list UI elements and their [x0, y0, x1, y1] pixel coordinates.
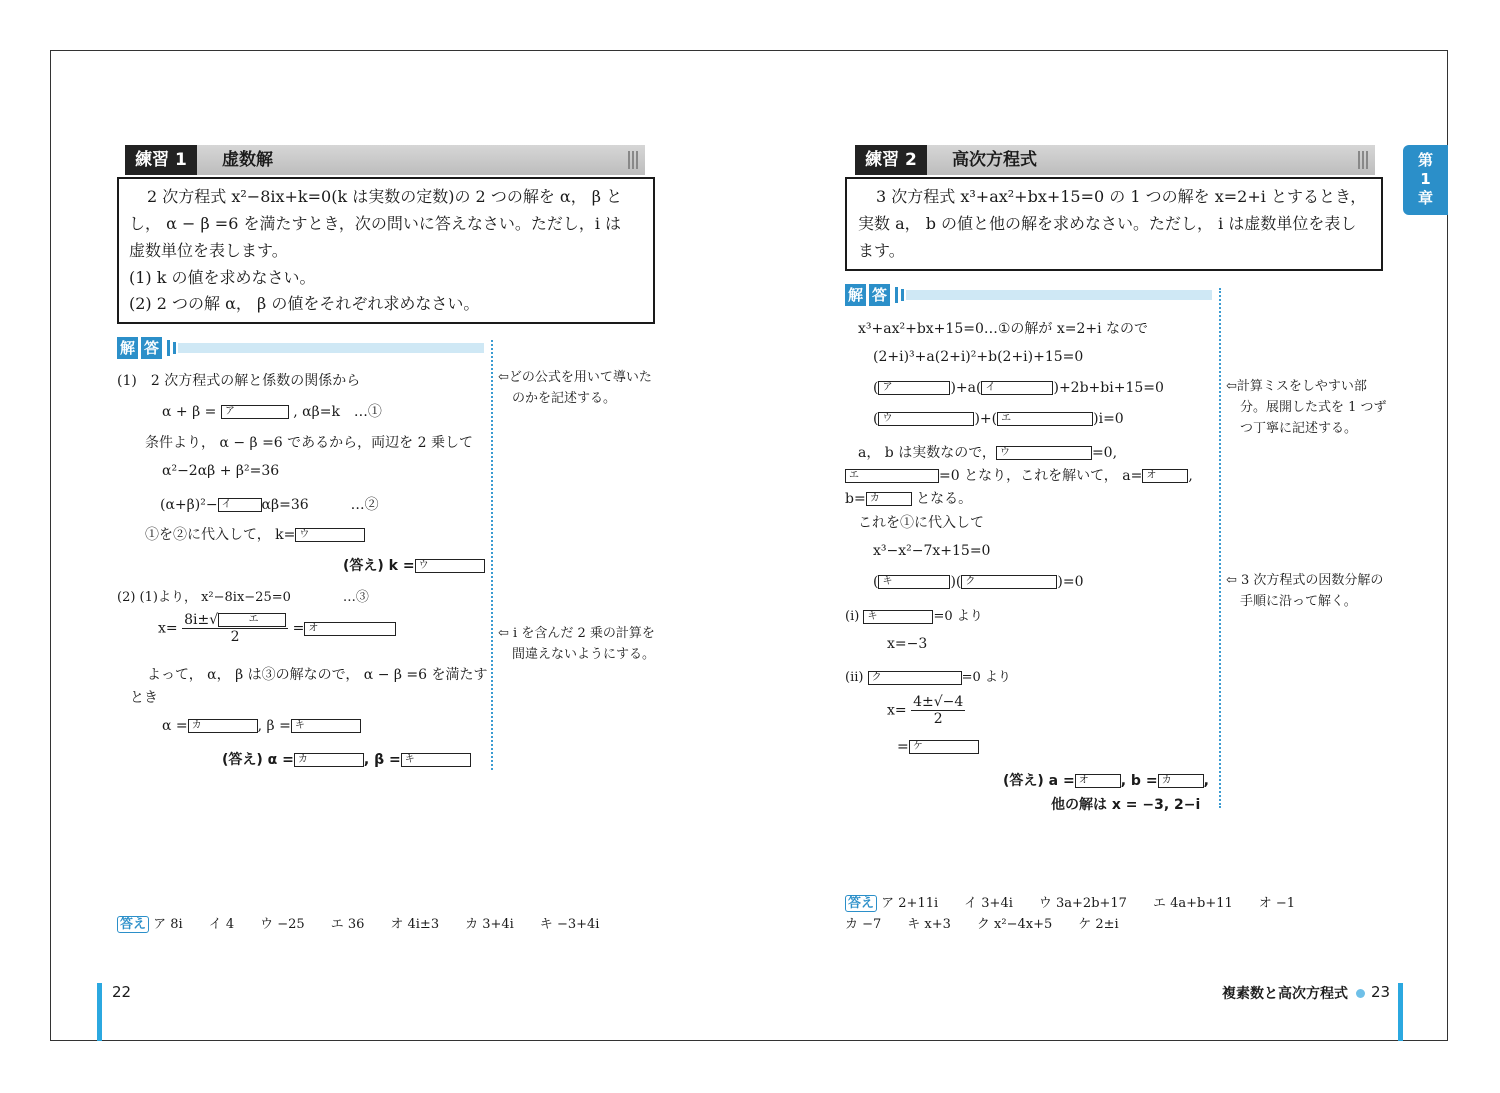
- divider-line: [1219, 288, 1221, 808]
- exercise-tag: 練習 1: [125, 145, 197, 175]
- problem-line: 虚数単位を表します。: [129, 241, 288, 260]
- blank-ku: ク: [961, 575, 1057, 589]
- side-note: ⇦計算ミスをしやすい部 分。展開した式を 1 つず つ丁寧に記述する。: [1226, 379, 1387, 436]
- solution-line: (α+β)²− イ αβ=36 …②: [160, 497, 379, 513]
- answer-line: (答え) k = ウ: [343, 555, 485, 575]
- exercise-tag: 練習 2: [855, 145, 927, 175]
- blank-e: エ: [997, 412, 1093, 426]
- solution-line: 条件より， α − β =6 であるから，両辺を 2 乗して: [145, 435, 473, 451]
- side-note: ⇦どの公式を用いて導いた のかを記述する。: [498, 370, 652, 406]
- blank-ki: キ: [401, 753, 471, 767]
- solution-line: α²−2αβ + β²=36: [162, 463, 280, 479]
- solution-marker: [173, 342, 176, 354]
- divider-line: [491, 340, 493, 770]
- blank-ku: ク: [868, 671, 962, 685]
- answer-key: 答え ア 2+11i イ 3+4i ウ 3a+2b+17 エ 4a+b+11 オ −1: [845, 892, 1295, 911]
- blank-ke: ケ: [909, 740, 979, 754]
- solution-line: = ケ: [897, 739, 979, 755]
- blank-u: ウ: [878, 412, 974, 426]
- page-number: 22: [112, 983, 132, 1001]
- chapter-tab[interactable]: 第 1 章: [1403, 145, 1448, 215]
- blank-ki: キ: [878, 575, 950, 589]
- solution-marker: [167, 340, 170, 356]
- exercise-title: 虚数解: [222, 150, 273, 170]
- solution-line: x= $\frac{4\pm√-4}{2}$: [887, 694, 964, 727]
- blank-i: イ: [981, 381, 1053, 395]
- problem-line: 3 次方程式 x³+ax²+bx+15=0 の 1 つの解を x=2+i とするとき，: [876, 187, 1367, 206]
- blank-ka: カ: [866, 492, 912, 506]
- page-bar: [97, 983, 102, 1041]
- answer-key-tag: 答え: [117, 916, 149, 933]
- solution-line: α = カ , β = キ: [162, 718, 361, 734]
- blank-ki: キ: [291, 719, 361, 733]
- problem-line: し， α − β =6 を満たすとき，次の問いに答えなさい。ただし，i は: [129, 214, 622, 233]
- solution-line: ( キ )( ク )=0: [873, 574, 1084, 590]
- answer-line: 他の解は x = −3, 2−i: [1051, 797, 1201, 813]
- solution-label-2: 答: [141, 337, 162, 359]
- blank-o: オ: [1142, 469, 1188, 483]
- solution-line: (1) 2 次方程式の解と係数の関係から: [117, 373, 361, 389]
- solution-line: エ =0 となり，これを解いて， a= オ ,: [845, 465, 1193, 485]
- bullet-icon: [1356, 989, 1365, 998]
- solution-line: (ⅰ) キ =0 より: [845, 609, 983, 624]
- footer-title: 複素数と高次方程式: [1222, 983, 1368, 1003]
- solution-line: (2) (1)より， x²−8ix−25=0 …③: [117, 590, 369, 605]
- blank-ka: カ: [188, 719, 258, 733]
- solution-line: ①を②に代入して， k= ウ: [145, 524, 365, 544]
- blank-ka: カ: [294, 753, 364, 767]
- blank-u: ウ: [415, 559, 485, 573]
- blank-u: ウ: [996, 446, 1092, 460]
- solution-line: (ⅱ) ク =0 より: [845, 670, 1011, 685]
- solution-line: a， b は実数なので， ウ =0,: [858, 445, 1118, 461]
- problem-line: (2) 2 つの解 α， β の値をそれぞれ求めなさい。: [129, 294, 480, 313]
- page-bar: [1398, 983, 1403, 1041]
- solution-line: よって， α， β は③の解なので， α − β =6 を満たす: [147, 667, 488, 683]
- solution-line: x=−3: [887, 636, 928, 652]
- solution-marker: [901, 289, 904, 301]
- blank-a: ア: [221, 405, 289, 419]
- solution-line: α + β = ア , αβ=k …①: [162, 404, 382, 420]
- solution-line: x³−x²−7x+15=0: [873, 543, 991, 559]
- side-note: ⇦ i を含んだ 2 乗の計算を 間違えないようにする。: [498, 626, 656, 662]
- blank-a: ア: [878, 381, 950, 395]
- solution-label-1: 解: [117, 337, 138, 359]
- solution-bar: [906, 290, 1212, 300]
- answer-line: (答え) a = オ , b = カ ,: [1003, 773, 1209, 789]
- solution-line: これを①に代入して: [858, 515, 984, 531]
- answer-key: 答え ア 8i イ 4 ウ −25 エ 36 オ 4i±3 カ 3+4i キ −3+4i: [117, 913, 599, 932]
- exercise-title: 高次方程式: [952, 150, 1037, 170]
- grip-icon: [1358, 151, 1370, 169]
- blank-o: オ: [304, 622, 396, 636]
- blank-u: ウ: [295, 528, 365, 542]
- solution-bar: [178, 343, 484, 353]
- blank-i: イ: [218, 498, 262, 512]
- blank-o: オ: [1075, 774, 1121, 788]
- problem-line: 実数 a， b の値と他の解を求めなさい。ただし， i は虚数単位を表し: [858, 214, 1357, 233]
- solution-line: (2+i)³+a(2+i)²+b(2+i)+15=0: [873, 349, 1084, 365]
- solution-label-2: 答: [869, 284, 890, 306]
- answer-key: カ −7 キ x+3 ク x²−4x+5 ケ 2±i: [845, 917, 1119, 932]
- solution-line: x= $\frac{\text{8i±√ エ}}{2}$ = オ: [158, 612, 396, 645]
- page-number: 23: [1371, 983, 1391, 1001]
- blank-ka: カ: [1158, 774, 1204, 788]
- blank-ki: キ: [863, 610, 933, 624]
- grip-icon: [628, 151, 640, 169]
- problem-line: ます。: [858, 241, 905, 260]
- answer-key-tag: 答え: [845, 895, 877, 912]
- solution-label-1: 解: [845, 284, 866, 306]
- side-note: ⇦ 3 次方程式の因数分解の 手順に沿って解く。: [1226, 573, 1384, 609]
- exercise-header: [125, 145, 645, 175]
- answer-line: (答え) α = カ , β = キ: [222, 749, 471, 769]
- problem-line: (1) k の値を求めなさい。: [129, 268, 316, 287]
- exercise-header: [855, 145, 1375, 175]
- problem-line: 2 次方程式 x²−8ix+k=0(k は実数の定数)の 2 つの解を α， β と: [147, 187, 623, 206]
- blank-e: エ: [845, 469, 939, 483]
- solution-marker: [895, 287, 898, 303]
- solution-line: ( ア )+a( イ )+2b+bi+15=0: [873, 380, 1164, 396]
- solution-line: ( ウ )+( エ )i=0: [873, 411, 1124, 427]
- fraction: $\frac{4\pm√-4}{2}$: [913, 694, 964, 727]
- blank-e: エ: [218, 613, 286, 627]
- fraction: $\frac{\text{8i±√ エ}}{2}$: [182, 612, 288, 645]
- solution-line: とき: [130, 690, 158, 706]
- solution-line: x³+ax²+bx+15=0…①の解が x=2+i なので: [858, 321, 1149, 337]
- solution-line: b= カ となる。: [845, 491, 973, 507]
